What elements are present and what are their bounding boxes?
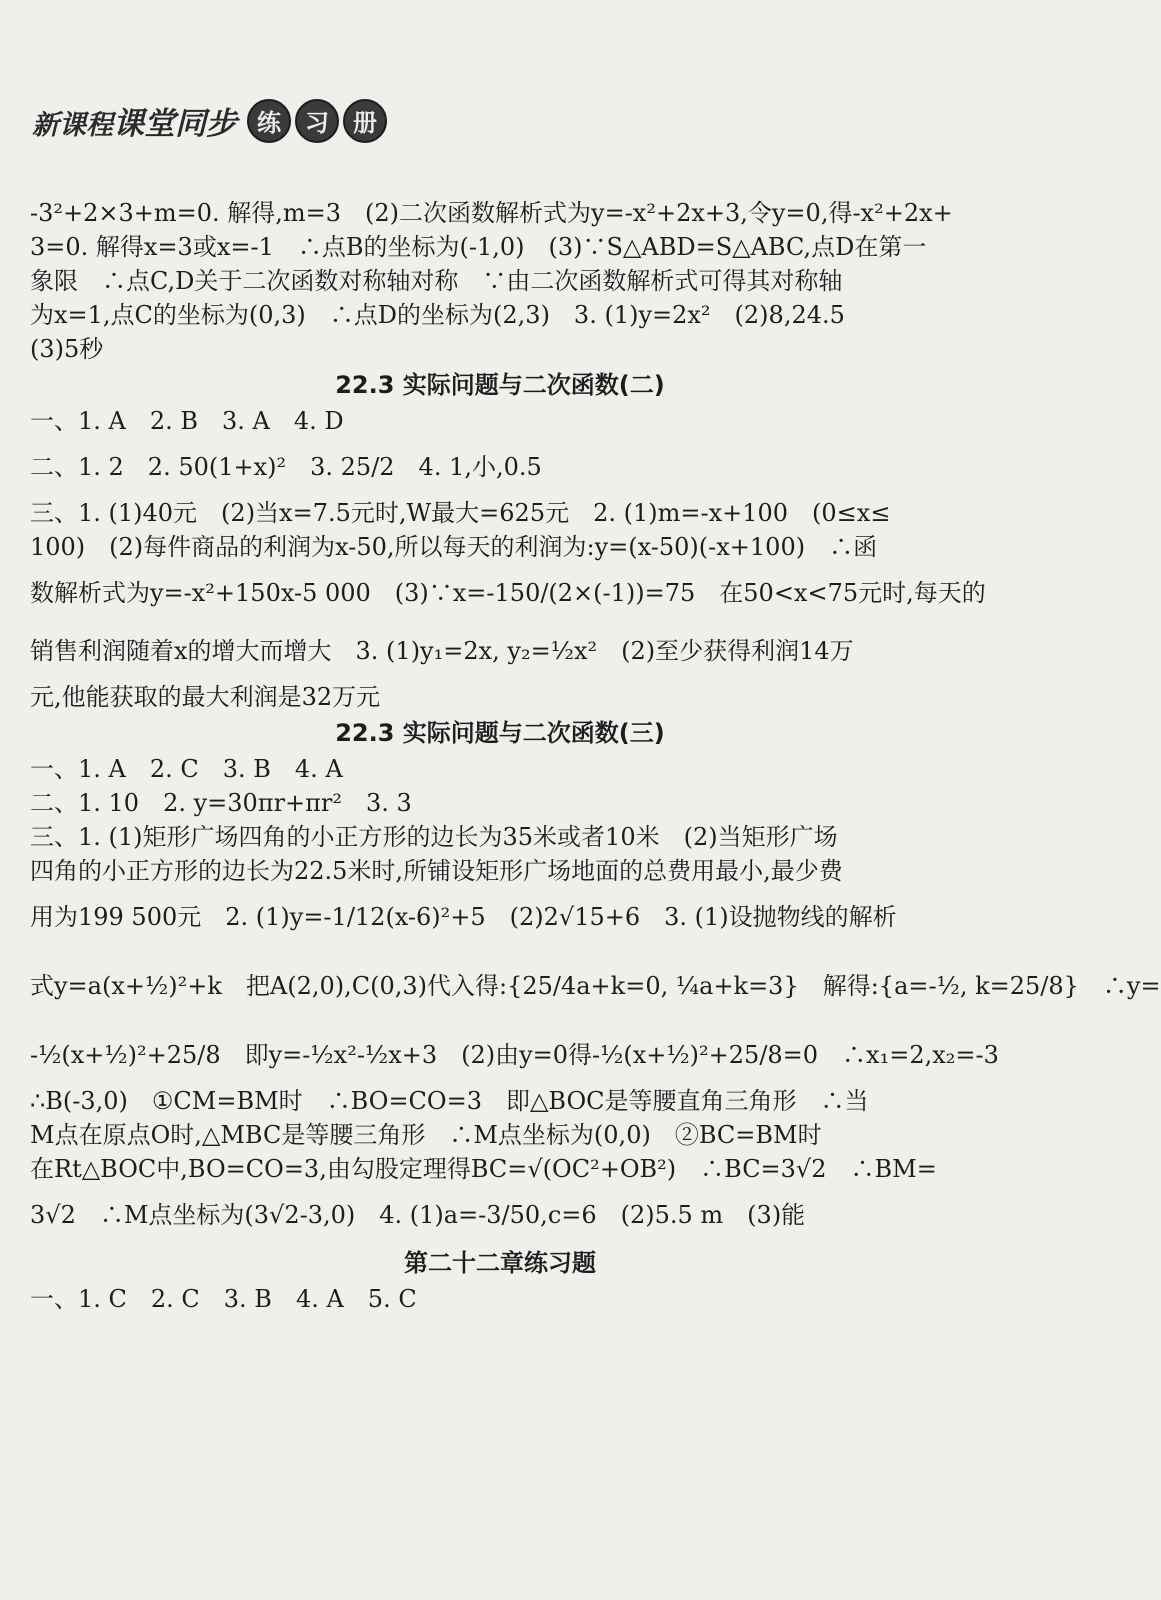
brand-main: 新课程 bbox=[32, 110, 113, 141]
answer-text bbox=[30, 196, 1161, 1316]
text-line: 3√2 ∴M点坐标为(3√2-3,0) 4. (1)a=-3/50,c=6 (2)5.5 m (3)能 bbox=[30, 1201, 806, 1229]
text-line: -3²+2×3+m=0. 解得,m=3 (2)二次函数解析式为y=-x²+2x+3,令y=0,得-x²+2x+ bbox=[30, 199, 953, 227]
section-title: 22.3 实际问题与二次函数(二) bbox=[335, 371, 665, 399]
text-line: 三、1. (1)40元 (2)当x=7.5元时,W最大=625元 2. (1)m=-x+100 (0≤x≤ bbox=[30, 499, 891, 527]
brand-badges bbox=[247, 99, 391, 143]
text-line: 元,他能获取的最大利润是32万元 bbox=[30, 683, 381, 711]
text-line: 三、1. (1)矩形广场四角的小正方形的边长为35米或者10米 (2)当矩形广场 bbox=[30, 823, 838, 851]
text-line: 四角的小正方形的边长为22.5米时,所铺设矩形广场地面的总费用最小,最少费 bbox=[30, 857, 843, 885]
text-line: -½(x+½)²+25/8 即y=-½x²-½x+3 (2)由y=0得-½(x+½)²+25/8=0 ∴x₁=2,x₂=-3 bbox=[30, 1041, 999, 1069]
brand-bold: 课堂同步 bbox=[113, 106, 237, 142]
text-line: 象限 ∴点C,D关于二次函数对称轴对称 ∵由二次函数解析式可得其对称轴 bbox=[30, 267, 843, 295]
book-header bbox=[32, 98, 391, 143]
text-line: 二、1. 2 2. 50(1+x)² 3. 25/2 4. 1,小,0.5 bbox=[30, 453, 542, 481]
section-title: 22.3 实际问题与二次函数(三) bbox=[335, 719, 665, 747]
brand-badge: 练 bbox=[247, 99, 291, 143]
section-title: 第二十二章练习题 bbox=[404, 1249, 596, 1277]
text-line: 为x=1,点C的坐标为(0,3) ∴点D的坐标为(2,3) 3. (1)y=2x² (2)8,24.5 bbox=[30, 301, 845, 329]
brand-title bbox=[32, 98, 237, 143]
text-line: 100) (2)每件商品的利润为x-50,所以每天的利润为:y=(x-50)(-x+100) ∴函 bbox=[30, 533, 878, 561]
text-line: 一、1. C 2. C 3. B 4. A 5. C bbox=[30, 1285, 417, 1313]
text-line: 数解析式为y=-x²+150x-5 000 (3)∵x=-150/(2×(-1))=75 在50<x<75元时,每天的 bbox=[30, 579, 986, 607]
text-line: 销售利润随着x的增大而增大 3. (1)y₁=2x, y₂=½x² (2)至少获得利润14万 bbox=[30, 637, 854, 665]
text-line: 用为199 500元 2. (1)y=-1/12(x-6)²+5 (2)2√15+6 3. (1)设抛物线的解析 bbox=[30, 903, 897, 931]
text-line: 式y=a(x+½)²+k 把A(2,0),C(0,3)代入得:{25/4a+k=0, ¼a+k=3} 解得:{a=-½, k=25/8} ∴y= bbox=[30, 972, 1161, 1000]
text-line: (3)5秒 bbox=[30, 335, 104, 363]
text-line: 在Rt△BOC中,BO=CO=3,由勾股定理得BC=√(OC²+OB²) ∴BC=3√2 ∴BM= bbox=[30, 1155, 937, 1183]
text-line: 二、1. 10 2. y=30πr+πr² 3. 3 bbox=[30, 789, 412, 817]
text-line: M点在原点O时,△MBC是等腰三角形 ∴M点坐标为(0,0) ②BC=BM时 bbox=[30, 1121, 822, 1149]
text-line: 一、1. A 2. C 3. B 4. A bbox=[30, 755, 343, 783]
brand-badge: 习 bbox=[295, 99, 339, 143]
text-line: ∴B(-3,0) ①CM=BM时 ∴BO=CO=3 即△BOC是等腰直角三角形 ∴当 bbox=[30, 1087, 869, 1115]
brand-badge: 册 bbox=[343, 99, 387, 143]
text-line: 3=0. 解得x=3或x=-1 ∴点B的坐标为(-1,0) (3)∵S△ABD=S△ABC,点D在第一 bbox=[30, 233, 927, 261]
text-line: 一、1. A 2. B 3. A 4. D bbox=[30, 407, 344, 435]
